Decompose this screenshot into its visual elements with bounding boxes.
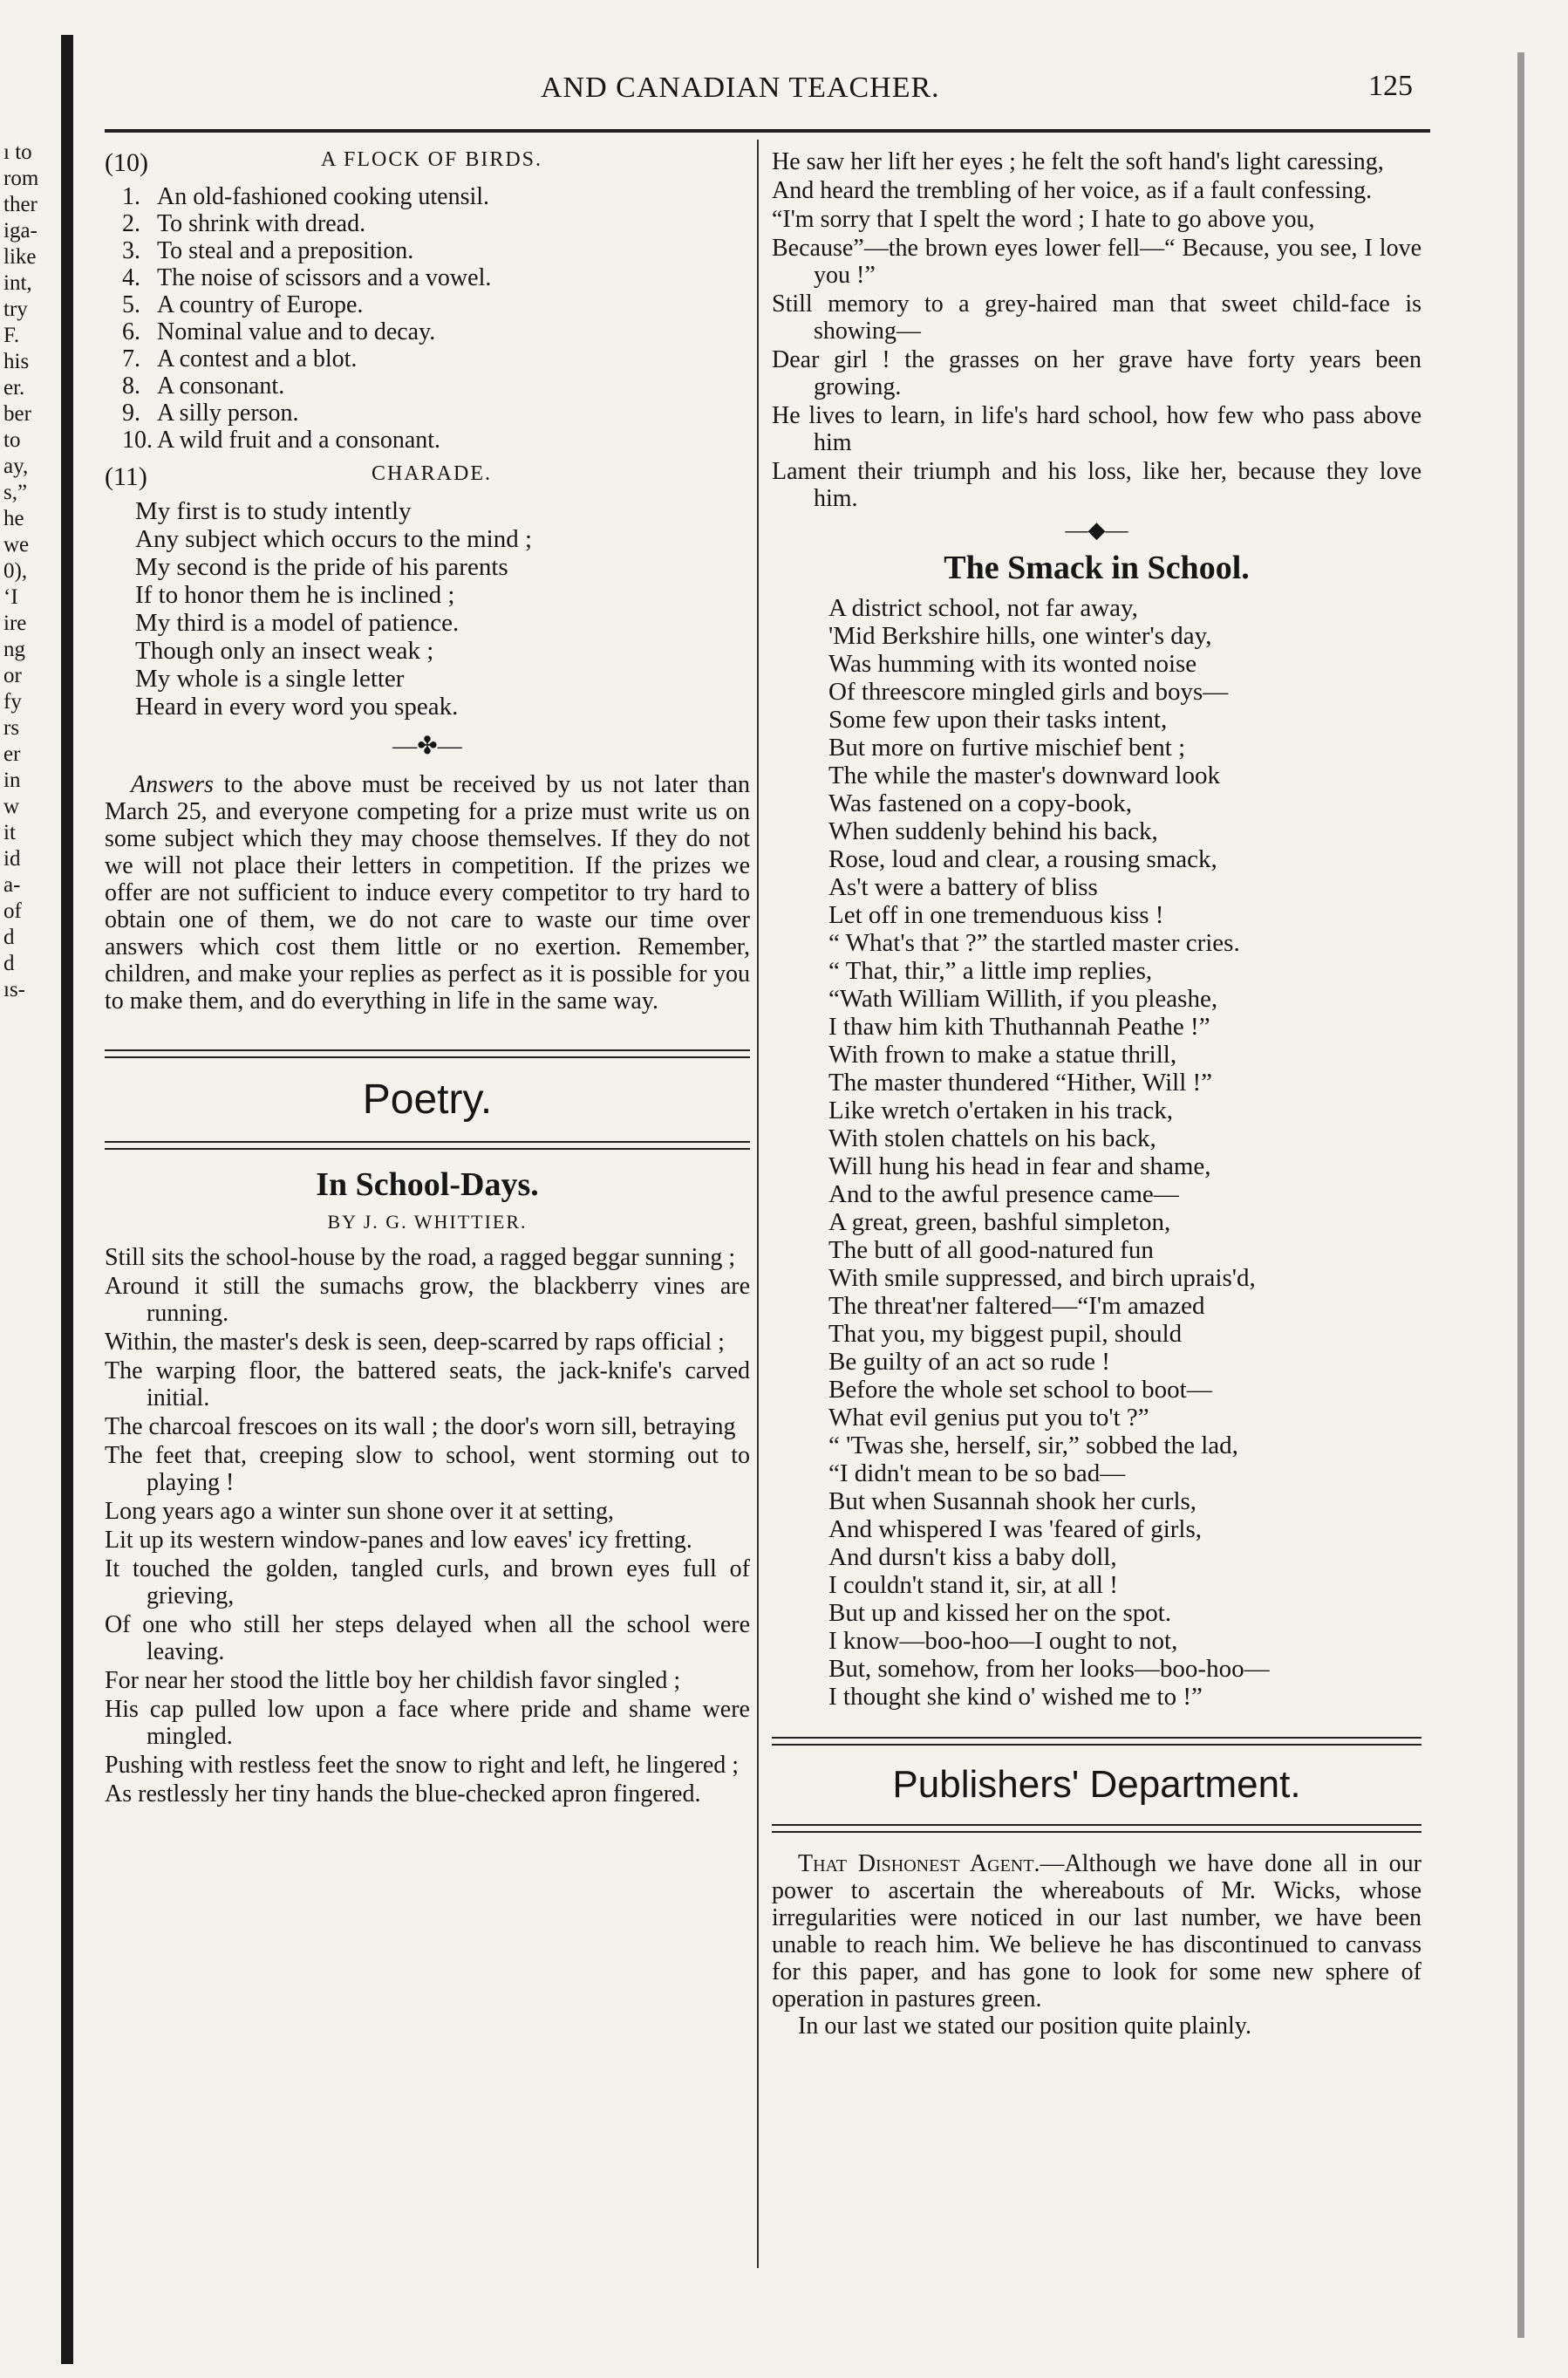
margin-fragment: ıs- [3, 978, 25, 1001]
margin-fragment: fy [3, 690, 22, 714]
margin-fragment: w [3, 795, 20, 818]
puzzle-11-heading [105, 462, 750, 492]
smack-line: But more on furtive mischief bent ; [828, 734, 1186, 762]
double-rule [105, 1049, 750, 1058]
clue-number: 6. [122, 318, 140, 345]
poem-line: He saw her lift her eyes ; he felt the soft hand's light caressing, [772, 148, 1384, 175]
puzzle-clue [122, 291, 750, 318]
smack-line: A great, green, bashful simpleton, [828, 1208, 1171, 1236]
poem-line: He lives to learn, in life's hard school, how few who pass above him [772, 402, 1421, 456]
smack-line: I know—boo-hoo—I ought to not, [828, 1627, 1178, 1655]
smack-line: Let off in one tremenduous kiss ! [828, 901, 1164, 929]
poem-line: Lament their triumph and his loss, like her, because they love him. [772, 458, 1421, 512]
puzzle-clue [122, 345, 750, 372]
margin-fragment: ber [3, 402, 31, 426]
poem-line: The charcoal frescoes on its wall ; the door's worn sill, betraying [105, 1413, 736, 1440]
clue-number: 2. [122, 210, 140, 237]
double-rule [772, 1737, 1421, 1746]
clue-text: To steal and a preposition. [157, 237, 414, 264]
answers-lead: Answers [131, 771, 214, 798]
puzzle-10-heading [105, 148, 750, 178]
puzzle-clue [122, 210, 750, 237]
smack-line: The threat'ner faltered—“I'm amazed [828, 1292, 1205, 1320]
puzzle-clue [122, 318, 750, 345]
margin-fragment: of [3, 899, 22, 923]
smack-line: With frown to make a statue thrill, [828, 1041, 1177, 1069]
margin-fragment: ire [3, 612, 27, 635]
section-title-poetry: Poetry. [362, 1076, 493, 1123]
margin-fragment: he [3, 507, 24, 530]
smack-line: That you, my biggest pupil, should [828, 1320, 1183, 1348]
binding-edge [61, 35, 73, 2364]
margin-fragment: or [3, 664, 22, 687]
smack-line: “I didn't mean to be so bad— [828, 1459, 1126, 1487]
answers-text: to the above must be received by us not later than March 25, and everyone competing for a prize must write us on some subject which they may choose themselves. If they do not we will not place their letters in competition. If the prizes we offer are not sufficient to induce every competitor to try hard to obtain one of them, we do not care to waste our time over answers which cost them little or no exertion. Remember, children, and make your replies as perfect as it is possible for you to make them, and do everything in life in the same way. [105, 771, 750, 1015]
margin-fragment: 0), [3, 559, 28, 583]
margin-fragment: d [3, 926, 15, 949]
margin-fragment: iga- [3, 219, 37, 243]
margin-fragment: F. [3, 324, 20, 347]
clue-number: 3. [122, 237, 140, 264]
margin-fragment: rom [3, 167, 39, 190]
clue-text: A consonant. [157, 372, 285, 400]
puzzle-clue [122, 183, 750, 210]
smack-line: But, somehow, from her looks—boo-hoo— [828, 1655, 1270, 1683]
poem-continuation [772, 148, 1421, 512]
running-header [105, 52, 1439, 113]
smack-line: When suddenly behind his back, [828, 817, 1158, 845]
publishers-paragraph-2: In our last we stated our position quite plainly. [798, 2012, 1251, 2040]
header-rule [105, 129, 1430, 133]
margin-fragment: er. [3, 376, 25, 400]
double-rule [105, 1141, 750, 1150]
right-column [772, 148, 1421, 2040]
clue-number: 5. [122, 291, 140, 318]
smack-line: The master thundered “Hither, Will !” [828, 1069, 1213, 1097]
puzzle-clue [122, 427, 750, 454]
margin-fragment: try [3, 297, 28, 321]
clue-text: A contest and a blot. [157, 345, 358, 372]
puzzle-10-clues [105, 183, 750, 454]
publishers-lead: That Dishonest Agent. [798, 1850, 1040, 1877]
smack-line: The while the master's downward look [828, 762, 1220, 789]
margin-fragment: s,” [3, 481, 28, 504]
smack-line: What evil genius put you to't ?” [828, 1404, 1149, 1432]
poem-line: For near her stood the little boy her childish favor singled ; [105, 1667, 681, 1694]
charade-verse [105, 497, 750, 721]
smack-line: Will hung his head in fear and shame, [828, 1152, 1211, 1180]
clue-number: 9. [122, 400, 140, 427]
poem-lines [105, 1244, 750, 1807]
clue-text: The noise of scissors and a vowel. [157, 264, 492, 291]
charade-line: Any subject which occurs to the mind ; [135, 525, 533, 553]
margin-fragment: er [3, 742, 21, 766]
poem-line: As restlessly her tiny hands the blue-checked apron fingered. [105, 1780, 701, 1807]
margin-fragment: ı to [3, 140, 32, 164]
answers-paragraph [105, 771, 750, 1015]
poem-line: “I'm sorry that I spelt the word ; I hate to go above you, [772, 206, 1315, 233]
poem-line: The feet that, creeping slow to school, went storming out to playing ! [105, 1442, 750, 1496]
clue-text: Nominal value and to decay. [157, 318, 436, 345]
clue-text: A wild fruit and a consonant. [157, 427, 441, 454]
section-title-publishers: Publishers' Department. [892, 1763, 1301, 1806]
left-column [105, 148, 750, 1809]
smack-line: But up and kissed her on the spot. [828, 1599, 1172, 1627]
double-rule [772, 1824, 1421, 1833]
smack-line: “Wath William Willith, if you pleashe, [828, 985, 1218, 1013]
smack-line: As't were a battery of bliss [828, 873, 1098, 901]
smack-line: I couldn't stand it, sir, at all ! [828, 1571, 1118, 1599]
margin-fragment: ng [3, 638, 25, 661]
smack-line: Like wretch o'ertaken in his track, [828, 1097, 1173, 1124]
puzzle-clue [122, 400, 750, 427]
smack-line: The butt of all good-natured fun [828, 1236, 1154, 1264]
clue-number: 10. [122, 427, 153, 454]
smack-poem-lines [772, 594, 1421, 1711]
puzzle-title: A FLOCK OF BIRDS. [320, 148, 543, 171]
smack-line: “ That, thir,” a little imp replies, [828, 957, 1153, 985]
puzzle-title: CHARADE. [371, 462, 492, 485]
smack-line: “ What's that ?” the startled master cries. [828, 929, 1240, 957]
puzzle-number: (10) [105, 148, 148, 177]
ornament-divider: —✤— [392, 733, 462, 760]
margin-fragment: a- [3, 873, 21, 897]
smack-line: But when Susannah shook her curls, [828, 1487, 1197, 1515]
poem-title: The Smack in School. [944, 550, 1250, 586]
poem-line: Long years ago a winter sun shone over it at setting, [105, 1498, 614, 1525]
margin-fragment: id [3, 847, 21, 871]
adjacent-page-fragments [3, 140, 58, 1003]
puzzle-clue [122, 237, 750, 264]
clue-text: A silly person. [157, 400, 299, 427]
smack-line: With stolen chattels on his back, [828, 1124, 1156, 1152]
poem-line: Dear girl ! the grasses on her grave have forty years been growing. [772, 346, 1421, 400]
publishers-text: —Although we have done all in our power to ascertain the whereabouts of Mr. Wicks, whose irregularities were noticed in our last number, we have been unable to reach him. We believe he has discontinued to canvass for this paper, and has gone to look for some new sphere of operation in pastures green. [772, 1850, 1421, 2012]
publishers-paragraph [772, 1850, 1421, 2012]
margin-fragment: we [3, 533, 30, 557]
poem-line: Lit up its western window-panes and low eaves' icy fretting. [105, 1527, 692, 1554]
charade-line: My first is to study intently [135, 497, 412, 525]
poem-line: Still memory to a grey-haired man that sweet child-face is showing— [772, 290, 1421, 345]
poem-line: Within, the master's desk is seen, deep-scarred by raps official ; [105, 1329, 725, 1356]
smack-line: With smile suppressed, and birch uprais'd, [828, 1264, 1256, 1292]
margin-fragment: in [3, 769, 21, 792]
smack-line: And dursn't kiss a baby doll, [828, 1543, 1117, 1571]
page-number: 125 [1368, 70, 1413, 102]
puzzle-clue [122, 264, 750, 291]
ornament-divider: —◆— [1065, 517, 1128, 543]
clue-text: A country of Europe. [157, 291, 364, 318]
smack-line: Some few upon their tasks intent, [828, 706, 1168, 734]
clue-number: 8. [122, 372, 140, 400]
clue-text: To shrink with dread. [157, 210, 366, 237]
clue-text: An old-fashioned cooking utensil. [157, 183, 490, 210]
poem-line: Of one who still her steps delayed when all the school were leaving. [105, 1611, 750, 1665]
smack-line: “ 'Twas she, herself, sir,” sobbed the lad, [828, 1432, 1238, 1459]
smack-line: A district school, not far away, [828, 594, 1138, 622]
charade-line: My whole is a single letter [135, 665, 405, 693]
smack-line: I thought she kind o' wished me to !” [828, 1683, 1203, 1711]
charade-line: Though only an insect weak ; [135, 637, 434, 665]
clue-number: 4. [122, 264, 140, 291]
charade-line: My third is a model of patience. [135, 609, 460, 637]
smack-line: Rose, loud and clear, a rousing smack, [828, 845, 1217, 873]
poem-line: His cap pulled low upon a face where pride and shame were mingled. [105, 1696, 750, 1750]
smack-line: Was humming with its wonted noise [828, 650, 1197, 678]
poem-title: In School-Days. [316, 1166, 539, 1203]
margin-fragment: ther [3, 193, 37, 216]
smack-line: And to the awful presence came— [828, 1180, 1179, 1208]
poem-line: And heard the trembling of her voice, as if a fault confessing. [772, 177, 1373, 204]
smack-line: Of threescore mingled girls and boys— [828, 678, 1229, 706]
margin-fragment: to [3, 428, 21, 452]
margin-fragment: d [3, 952, 15, 975]
page-edge [1517, 52, 1524, 2338]
smack-line: 'Mid Berkshire hills, one winter's day, [828, 622, 1212, 650]
margin-fragment: int, [3, 271, 32, 295]
poem-line: The warping floor, the battered seats, the jack-knife's carved initial. [105, 1357, 750, 1411]
smack-line: Before the whole set school to boot— [828, 1376, 1212, 1404]
poem-line: Still sits the school-house by the road, a ragged beggar sunning ; [105, 1244, 736, 1271]
column-separator [757, 140, 759, 2268]
smack-line: Was fastened on a copy-book, [828, 789, 1132, 817]
charade-line: If to honor them he is inclined ; [135, 581, 455, 609]
charade-line: Heard in every word you speak. [135, 693, 459, 721]
margin-fragment: it [3, 821, 16, 844]
clue-number: 1. [122, 183, 140, 210]
margin-fragment: his [3, 350, 30, 373]
margin-fragment: like [3, 245, 37, 269]
poem-line: Pushing with restless feet the snow to right and left, he lingered ; [105, 1752, 740, 1779]
smack-line: I thaw him kith Thuthannah Peathe !” [828, 1013, 1210, 1041]
poem-byline: BY J. G. WHITTIER. [327, 1211, 528, 1233]
smack-line: And whispered I was 'feared of girls, [828, 1515, 1203, 1543]
poem-line: Because”—the brown eyes lower fell—“ Because, you see, I love you !” [772, 235, 1421, 289]
clue-number: 7. [122, 345, 140, 372]
charade-line: My second is the pride of his parents [135, 553, 508, 581]
smack-line: Be guilty of an act so rude ! [828, 1348, 1110, 1376]
puzzle-clue [122, 372, 750, 400]
poem-line: It touched the golden, tangled curls, and brown eyes full of grieving, [105, 1555, 750, 1609]
puzzle-number: (11) [105, 462, 147, 491]
poem-line: Around it still the sumachs grow, the blackberry vines are running. [105, 1273, 750, 1327]
margin-fragment: ay, [3, 454, 29, 478]
header-title: AND CANADIAN TEACHER. [541, 72, 940, 104]
margin-fragment: rs [3, 716, 20, 740]
margin-fragment: ‘I [3, 585, 18, 609]
